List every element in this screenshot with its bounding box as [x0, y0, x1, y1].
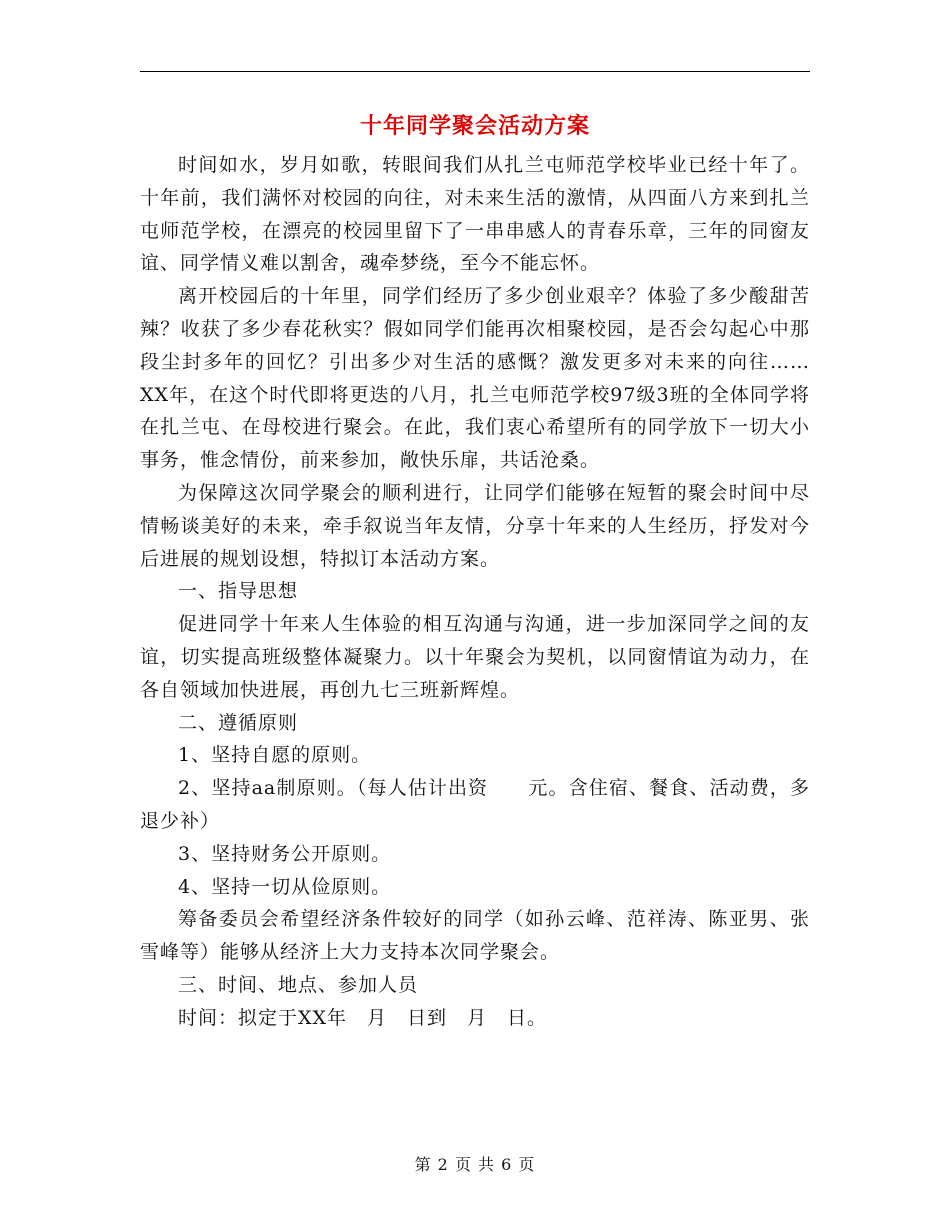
- paragraph-sponsorship: 筹备委员会希望经济条件较好的同学（如孙云峰、范祥涛、陈亚男、张雪峰等）能够从经济上大力支持本次同学聚会。: [140, 908, 810, 964]
- document-title: 十年同学聚会活动方案: [359, 113, 590, 139]
- paragraph-purpose: 为保障这次同学聚会的顺利进行，让同学们能够在短暂的聚会时间中尽情畅谈美好的未来，牵手叙说当年友情，分享十年来的人生经历，抒发对今后进展的规划设想，特拟订本活动方案。: [140, 481, 810, 570]
- paragraph-reunion-invitation: 离开校园后的十年里，同学们经历了多少创业艰辛？体验了多少酸甜苦辣？收获了多少春花秋实？假如同学们能再次相聚校园，是否会勾起心中那段尘封多年的回忆？引出多少对生活的感慨？激发更多对未来的向往…… XX年，在这个时代即将更迭的八月，扎兰屯师范学校97级3班的全体同学将在扎兰屯、在母校进行聚会。在此，我们衷心希望所有的同学放下一切大小事务，惟念情份，前来参加，敞快乐扉，共话沧桑。: [140, 285, 851, 472]
- document-body: [140, 149, 851, 1035]
- header-rule: [140, 71, 810, 72]
- paragraph-intro: 时间如水，岁月如歌，转眼间我们从扎兰屯师范学校毕业已经十年了。十年前，我们满怀对校园的向往，对未来生活的激情，从四面八方来到扎兰屯师范学校，在漂亮的校园里留下了一串串感人的青春乐章，三年的同窗友谊、同学情义难以割舍，魂牵梦绕，至今不能忘怀。: [140, 154, 810, 275]
- section-heading-time-place-people: 三、时间、地点、参加人员: [178, 973, 419, 996]
- section-heading-principles: 二、遵循原则: [178, 711, 299, 734]
- section-heading-guiding-ideas: 一、指导思想: [178, 580, 299, 603]
- paragraph-guiding-ideas: 促进同学十年来人生体验的相互沟通与沟通，进一步加深同学之间的友谊，切实提高班级整体凝聚力。以十年聚会为契机，以同窗情谊为动力，在各自领域加快进展，再创九七三班新辉煌。: [140, 613, 810, 701]
- principle-item: 4、坚持一切从俭原则。: [178, 875, 392, 898]
- principle-item: 3、坚持财务公开原则。: [178, 842, 392, 865]
- paragraph-time: 时间：拟定于XX年 月 日到 月 日。: [178, 1006, 548, 1029]
- principle-item: 2、坚持aa制原则。（每人估计出资 元。含住宿、餐食、活动费，多退少补）: [140, 777, 810, 832]
- principle-item: 1、坚持自愿的原则。: [178, 744, 372, 767]
- page-number: 第 2 页 共 6 页: [414, 1155, 536, 1174]
